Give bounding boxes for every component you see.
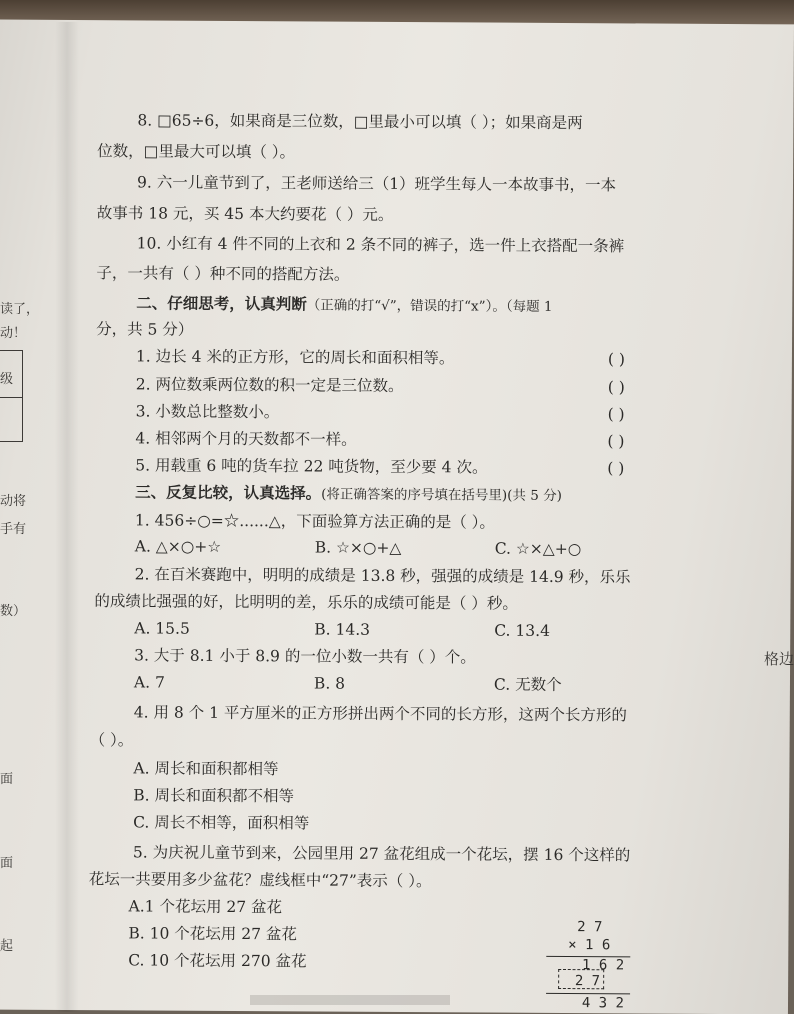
choice-5-question-line-2: 花坛一共要用多少盆花？虚线框中“27”表示（ ）。: [88, 870, 432, 891]
left-fragment-3: 级: [0, 372, 14, 387]
choice-1-question: 1. 456÷○=☆......△，下面验算方法正确的是（ ）。: [134, 511, 495, 532]
calc-row-product: 4 3 2: [581, 995, 625, 1012]
choice-1-option-c[interactable]: C. ☆×△+○: [494, 539, 582, 559]
section-3-title: 三、反复比较，认真选择。: [135, 482, 322, 503]
calc-row-multiplier: × 1 6: [568, 937, 611, 954]
judge-item-4: 4. 相邻两个月的天数都不一样。: [135, 429, 357, 449]
choice-5-option-b[interactable]: B. 10 个花坛用 27 盆花: [128, 924, 297, 944]
section-2-score: 分，共 5 分）: [96, 320, 194, 339]
choice-4-question-line-2: （ ）。: [89, 731, 134, 750]
choice-4-option-b[interactable]: B. 周长和面积都不相等: [133, 786, 295, 806]
section-2-heading: [136, 293, 552, 317]
choice-4-option-c[interactable]: C. 周长不相等，面积相等: [133, 813, 310, 833]
left-fragment-9: 起: [0, 939, 14, 954]
choice-2-question-line-1: 2. 在百米赛跑中，明明的成绩是 13.8 秒，强强的成绩是 14.9 秒，乐乐: [134, 565, 631, 587]
left-fragment-7: 面: [0, 772, 14, 787]
calc-row-multiplicand: 2 7: [577, 919, 603, 936]
left-fragment-6: 数）: [0, 604, 27, 619]
left-fragment-8: 面: [0, 856, 14, 871]
choice-4-option-a[interactable]: A. 周长和面积都相等: [133, 759, 279, 779]
judge-item-1: 1. 边长 4 米的正方形，它的周长和面积相等。: [135, 347, 455, 368]
question-10-line-1: 10. 小红有 4 件不同的上衣和 2 条不同的裤子，选一件上衣搭配一条裤: [136, 234, 625, 256]
judge-answer-4[interactable]: ( ): [607, 432, 625, 451]
left-fragment-1: 读了，: [0, 302, 40, 317]
section-3-instructions: (将正确答案的序号填在括号里)(共 5 分): [321, 486, 562, 504]
choice-3-option-b[interactable]: B. 8: [313, 674, 346, 693]
question-9-line-1: 9. 六一儿童节到了，王老师送给三（1）班学生每人一本故事书，一本: [136, 173, 617, 195]
calc-row-partial-2: 2 7: [574, 973, 601, 990]
choice-1-option-a[interactable]: A. △×○+☆: [134, 537, 222, 556]
judge-item-2: 2. 两位数乘两位数的积一定是三位数。: [135, 375, 404, 396]
choice-4-question-line-1: 4. 用 8 个 1 平方厘米的正方形拼出两个不同的长方形，这两个长方形的: [133, 703, 627, 725]
judge-answer-5[interactable]: ( ): [607, 459, 625, 478]
judge-answer-2[interactable]: ( ): [607, 378, 625, 397]
question-9-line-2: 故事书 18 元，买 45 本大约要花（ ）元。: [96, 204, 394, 224]
choice-5-question-line-1: 5. 为庆祝儿童节到来，公园里用 27 盆花组成一个花坛，摆 16 个这样的: [132, 843, 631, 865]
choice-2-option-a[interactable]: A. 15.5: [134, 619, 190, 638]
paper-fold-shadow: [55, 22, 79, 1012]
left-fragment-5: 手有: [0, 522, 27, 537]
choice-3-option-c[interactable]: C. 无数个: [493, 675, 562, 694]
choice-5-option-c[interactable]: C. 10 个花坛用 270 盆花: [128, 951, 307, 971]
section-2-instructions: （正确的打“√”，错误的打“x”）。（每题 1: [306, 297, 553, 315]
choice-2-option-b[interactable]: B. 14.3: [314, 620, 371, 639]
judge-item-5: 5. 用载重 6 吨的货车拉 22 吨货物，至少要 4 次。: [135, 456, 488, 477]
right-fragment-1: 格边: [764, 650, 794, 668]
choice-2-option-c[interactable]: C. 13.4: [494, 621, 551, 640]
calc-row-partial-1: 1 6 2: [582, 957, 625, 974]
choice-5-option-a[interactable]: A.1 个花坛用 27 盆花: [128, 897, 283, 917]
exam-paper: [0, 20, 794, 1014]
section-2-title: 二、仔细思考，认真判断: [136, 293, 307, 314]
page-footer-shadow: [250, 995, 450, 1005]
question-10-line-2: 子，一共有（ ）种不同的搭配方法。: [96, 264, 350, 284]
left-fragment-4: 动将: [0, 494, 27, 509]
judge-answer-1[interactable]: ( ): [607, 350, 626, 369]
judge-answer-3[interactable]: ( ): [607, 405, 625, 424]
choice-1-option-b[interactable]: B. ☆×○+△: [314, 538, 402, 558]
left-fragment-table: [0, 350, 23, 442]
choice-2-question-line-2: 的成绩比强强的好，比明明的差，乐乐的成绩可能是（ ）秒。: [94, 592, 518, 613]
judge-item-3: 3. 小数总比整数小。: [135, 402, 280, 422]
vertical-multiplication: [542, 919, 633, 1012]
choice-3-question: 3. 大于 8.1 小于 8.9 的一位小数一共有（ ）个。: [134, 646, 476, 667]
left-fragment-2: 动！: [0, 326, 27, 341]
question-8-line-2: 位数，□里最大可以填（ ）。: [97, 142, 296, 162]
choice-3-option-a[interactable]: A. 7: [133, 673, 165, 692]
question-8-line-1: 8. □65÷6，如果商是三位数，□里最小可以填（ ）；如果商是两: [137, 111, 583, 133]
section-3-heading: [135, 482, 562, 506]
